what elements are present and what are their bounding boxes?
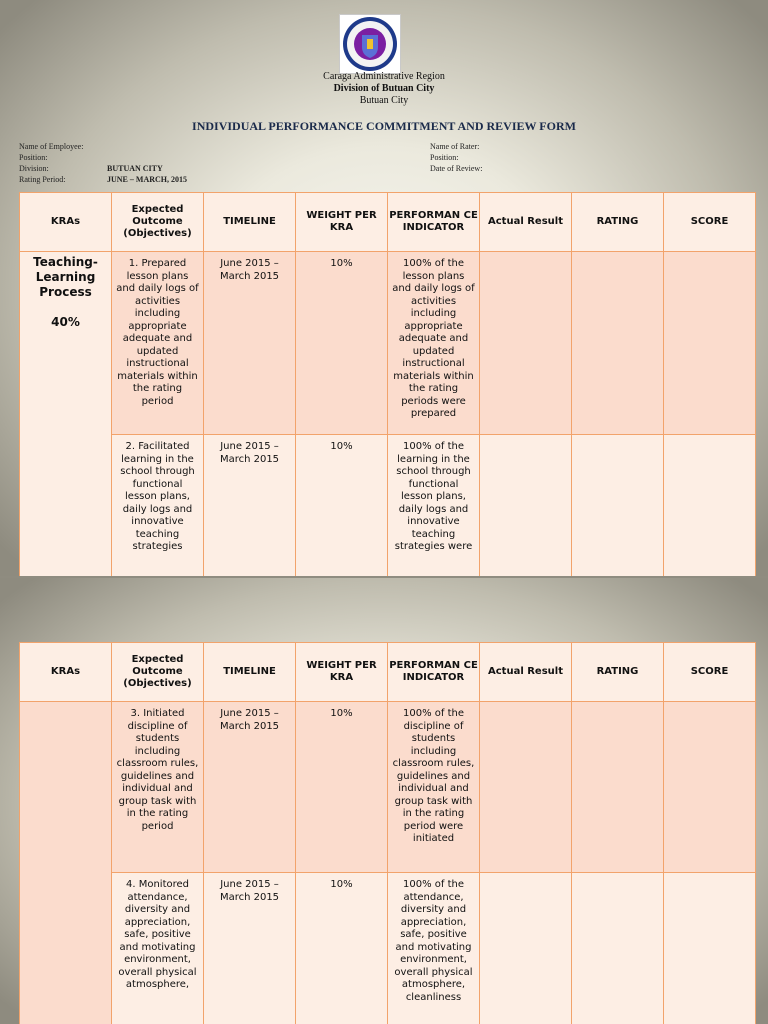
col-score: SCORE (664, 643, 756, 702)
score-cell[interactable] (664, 873, 756, 1024)
table-header-row (20, 193, 756, 252)
col-performance-indicator: PERFORMAN CE INDICATOR (388, 193, 480, 252)
rating-cell[interactable] (572, 873, 664, 1024)
timeline-cell: June 2015 – March 2015 (204, 252, 296, 435)
timeline-cell: June 2015 – March 2015 (204, 873, 296, 1024)
kra-weight: 40% (51, 315, 80, 329)
employee-position-label: Position: (19, 153, 48, 162)
rating-cell[interactable] (572, 252, 664, 435)
objective-cell: 1. Prepared lesson plans and daily logs of activities including appropriate adequate and updated instructional materials within the rating period (112, 252, 204, 435)
review-date-label: Date of Review: (430, 164, 483, 173)
division-label: Division: (19, 164, 49, 173)
division-heading: Division of Butuan City (333, 83, 435, 94)
col-rating: RATING (572, 193, 664, 252)
col-actual-result: Actual Result (480, 193, 572, 252)
rater-info (430, 141, 482, 174)
col-actual-result: Actual Result (480, 643, 572, 702)
city-heading: Butuan City (359, 95, 409, 106)
deped-seal (339, 14, 401, 74)
rating-cell[interactable] (572, 435, 664, 577)
rater-position-label: Position: (430, 153, 459, 162)
form-title: INDIVIDUAL PERFORMANCE COMMITMENT AND REVIEW FORM (192, 119, 576, 133)
col-expected-outcome: Expected Outcome (Objectives) (112, 643, 204, 702)
employee-info-labels (19, 141, 83, 185)
col-weight: WEIGHT PER KRA (296, 643, 388, 702)
table-row (20, 702, 756, 873)
table-header-row (20, 643, 756, 702)
rating-period-label: Rating Period: (19, 175, 66, 184)
kra-name: Teaching-Learning Process (33, 255, 98, 299)
division-value: BUTUAN CITY (107, 164, 163, 173)
actual-result-cell[interactable] (480, 873, 572, 1024)
score-cell[interactable] (664, 702, 756, 873)
weight-cell: 10% (296, 435, 388, 577)
indicator-cell: 100% of the discipline of students including classroom rules, guidelines and individual and group task with in the rating period were initiated (388, 702, 480, 873)
weight-cell: 10% (296, 702, 388, 873)
objective-cell: 3. Initiated discipline of students including classroom rules, guidelines and individual and group task with in the rating period (112, 702, 204, 873)
actual-result-cell[interactable] (480, 252, 572, 435)
actual-result-cell[interactable] (480, 702, 572, 873)
weight-cell: 10% (296, 873, 388, 1024)
indicator-cell: 100% of the attendance, diversity and appreciation, safe, positive and motivating environment, overall physical atmosphere, cleanliness (388, 873, 480, 1024)
col-expected-outcome: Expected Outcome (Objectives) (112, 193, 204, 252)
col-timeline: TIMELINE (204, 643, 296, 702)
col-kras: KRAs (20, 193, 112, 252)
col-timeline: TIMELINE (204, 193, 296, 252)
indicator-cell: 100% of the learning in the school through functional lesson plans, daily logs and innovative teaching strategies were (388, 435, 480, 577)
kra-cell (20, 252, 112, 577)
score-cell[interactable] (664, 435, 756, 577)
slide-page-2 (0, 578, 768, 1024)
performance-table (19, 192, 756, 576)
performance-table (19, 642, 756, 1024)
employee-info-values (107, 141, 187, 185)
score-cell[interactable] (664, 252, 756, 435)
employee-name-label: Name of Employee: (19, 142, 84, 151)
seal-icon (340, 15, 400, 73)
timeline-cell: June 2015 – March 2015 (204, 702, 296, 873)
objective-cell: 4. Monitored attendance, diversity and appreciation, safe, positive and motivating environment, overall physical atmosphere, (112, 873, 204, 1024)
rating-period-value: JUNE – MARCH, 2015 (107, 175, 187, 184)
table-row (20, 435, 756, 577)
rater-name-label: Name of Rater: (430, 142, 480, 151)
col-performance-indicator: PERFORMAN CE INDICATOR (388, 643, 480, 702)
timeline-cell: June 2015 – March 2015 (204, 435, 296, 577)
table-row (20, 252, 756, 435)
indicator-cell: 100% of the lesson plans and daily logs of activities including appropriate adequate and updated instructional materials within the rating periods were prepared (388, 252, 480, 435)
col-kras: KRAs (20, 643, 112, 702)
table-row (20, 873, 756, 1024)
col-rating: RATING (572, 643, 664, 702)
col-score: SCORE (664, 193, 756, 252)
weight-cell: 10% (296, 252, 388, 435)
actual-result-cell[interactable] (480, 435, 572, 577)
rating-cell[interactable] (572, 702, 664, 873)
objective-cell: 2. Facilitated learning in the school through functional lesson plans, daily logs and innovative teaching strategies (112, 435, 204, 577)
kra-cell (20, 702, 112, 1024)
col-weight: WEIGHT PER KRA (296, 193, 388, 252)
region-heading: Caraga Administrative Region (323, 71, 445, 82)
